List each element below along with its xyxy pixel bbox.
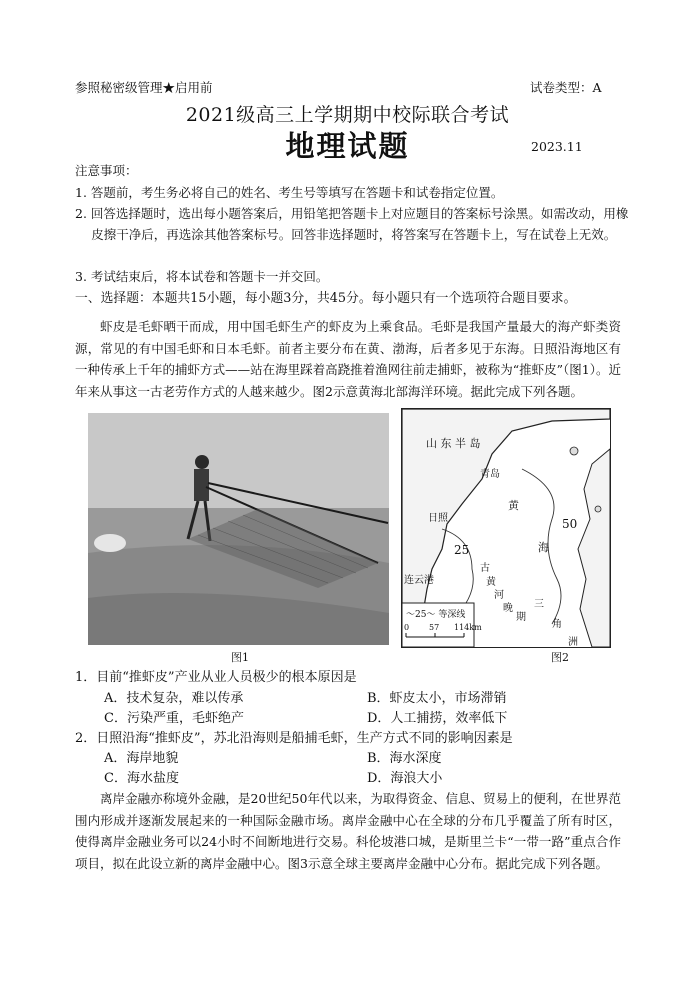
exam-date: 2023.11 (531, 139, 583, 154)
q1-option-d: D．人工捕捞，效率低下 (367, 711, 508, 726)
subject-title: 地理试题 (285, 129, 410, 163)
figure-2-caption: 图2 (551, 651, 569, 664)
q1-option-c: C．污染严重，毛虾绝产 (104, 711, 244, 726)
figure-2-map (401, 408, 611, 648)
map-label-qingdao: 青岛 (480, 469, 500, 480)
q2-option-a: A．海岸地貌 (104, 751, 179, 766)
figure-1-caption: 图1 (231, 651, 249, 664)
section-heading: 一、选择题：本题共15小题，每小题3分，共45分。每小题只有一个选项符合题目要求。 (75, 291, 577, 306)
figure-1-photo (88, 413, 389, 645)
passage-2: 离岸金融亦称境外金融，是20世纪50年代以来，为取得资金、信息、贸易上的便利，在世界范围内形成并逐渐发展起来的一种国际金融市场。离岸金融中心在全球的分布几乎覆盖了所有时区，使得离岸金融业务可以24小时不间断地进行交易。科伦坡港口城，是斯里兰卡“一带一路”重点合作项目，拟在此设立新的离岸金融中心。图3示意全球主要离岸金融中心分布。据此完成下列各题。 (75, 791, 621, 871)
question-2-stem: 2．日照沿海“推虾皮”，苏北沿海则是船捕毛虾，生产方式不同的影响因素是 (75, 731, 513, 746)
map-legend-isobath: ～25～ 等深线 (406, 610, 466, 620)
q2-option-b: B．海水深度 (367, 751, 442, 766)
isobath-label-25: 25 (454, 543, 470, 557)
notes-heading: 注意事项： (75, 163, 138, 178)
paper-type: 试卷类型：A (530, 80, 602, 95)
q2-option-c: C．海水盐度 (104, 771, 179, 786)
map-label-yellow: 黄 (508, 499, 519, 512)
delta-char-4: 晚 (503, 603, 513, 614)
note-item-3: 3. 考试结束后，将本试卷和答题卡一并交回。 (75, 269, 329, 284)
map-label-rizhao: 日照 (428, 513, 448, 524)
map-scale-57: 57 (429, 623, 440, 632)
delta-char-5: 期 (516, 612, 526, 623)
note-item-1: 1. 答题前，考生务必将自己的姓名、考生号等填写在答题卡和试卷指定位置。 (75, 185, 504, 200)
map-label-lianyungang: 连云港 (404, 575, 434, 586)
map-label-shandong: 山 东 半 岛 (426, 437, 481, 450)
confidential-mark: 参照秘密级管理★启用前 (75, 80, 213, 95)
note-item-2: 2. 回答选择题时，选出每小题答案后，用铅笔把答题卡上对应题目的答案标号涂黑。如需改动，用橡皮擦干净后，再选涂其他答案标号。回答非选择题时，将答案写在答题卡上，写在试卷上无效。 (75, 206, 629, 242)
map-label-sea: 海 (538, 541, 549, 554)
question-1-stem: 1．目前“推虾皮”产业从业人员极少的根本原因是 (75, 670, 357, 685)
delta-char-3: 河 (494, 590, 504, 601)
fisherman-illustration (88, 413, 389, 645)
delta-char-1: 古 (480, 563, 490, 574)
delta-char-2: 黄 (486, 577, 496, 588)
exam-title: 2021级高三上学期期中校际联合考试 (185, 104, 510, 126)
q2-option-d: D．海浪大小 (367, 771, 443, 786)
delta-char-7: 角 (552, 619, 562, 630)
delta-char-6: 三 (534, 599, 544, 610)
map-scale-114: 114km (454, 623, 482, 632)
map-scale-0: 0 (404, 623, 410, 632)
q1-option-a: A．技术复杂，难以传承 (104, 691, 244, 706)
passage-1: 虾皮是毛虾晒干而成，用中国毛虾生产的虾皮为上乘食品。毛虾是我国产量最大的海产虾类资源，常见的有中国毛虾和日本毛虾。前者主要分布在黄、渤海，后者多见于东海。日照沿海地区有一种传承上千年的捕虾方式——站在海里踩着高跷推着渔网往前走捕虾，被称为“推虾皮”（图1）。近年来从事这一古老劳作方式的人越来越少。图2示意黄海北部海洋环境。据此完成下列各题。 (75, 319, 621, 399)
delta-char-8: 洲 (568, 637, 578, 648)
isobath-label-50: 50 (562, 517, 578, 531)
q1-option-b: B．虾皮太小，市场滞销 (367, 691, 507, 706)
